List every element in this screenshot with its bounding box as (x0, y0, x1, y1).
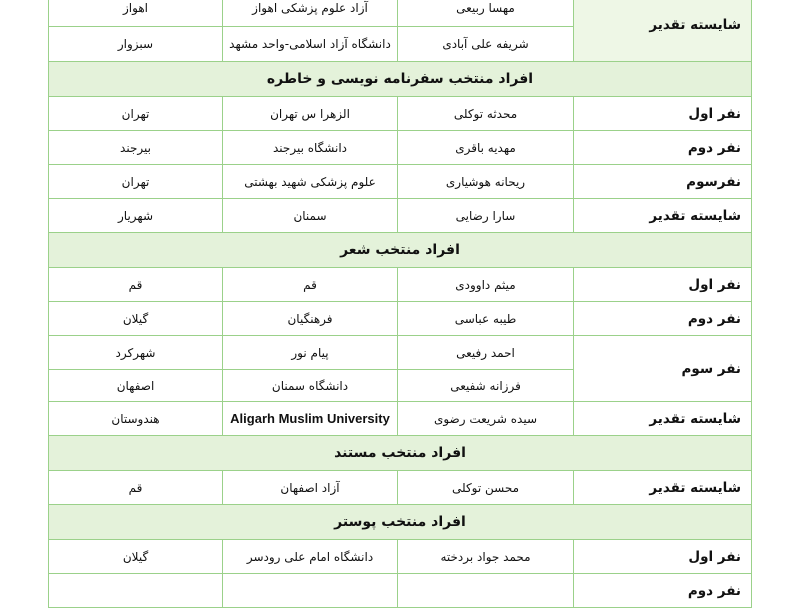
name-cell: احمد رفیعی (398, 336, 574, 370)
institution-cell: دانشگاه امام علی رودسر (223, 540, 398, 574)
section-title: افراد منتخب پوستر (49, 505, 752, 540)
name-cell: سارا رضایی (398, 199, 574, 233)
city-cell: تهران (49, 165, 223, 199)
section-title: افراد منتخب مستند (49, 436, 752, 471)
city-cell: شهریار (49, 199, 223, 233)
winners-table-body (49, 0, 752, 608)
city-cell: قم (49, 268, 223, 302)
rank-cell: نفر سوم (574, 336, 752, 402)
institution-cell: آزاد اصفهان (223, 471, 398, 505)
winners-table (48, 0, 752, 608)
rank-cell: نفر دوم (574, 302, 752, 336)
rank-cell: شایسته تقدیر (574, 0, 752, 62)
name-cell: سیده شریعت رضوی (398, 402, 574, 436)
name-cell: مهسا ربیعی (398, 0, 574, 27)
rank-cell: نفر دوم (574, 574, 752, 608)
table-row (49, 540, 752, 574)
institution-cell: علوم پزشکی شهید بهشتی (223, 165, 398, 199)
institution-cell: دانشگاه بیرجند (223, 131, 398, 165)
table-row (49, 131, 752, 165)
institution-latin-text: Aligarh Muslim University (230, 411, 390, 426)
rank-cell: شایسته تقدیر (574, 402, 752, 436)
institution-cell: آزاد علوم پزشکی اهواز (223, 0, 398, 27)
rank-cell: شایسته تقدیر (574, 199, 752, 233)
city-cell: گیلان (49, 540, 223, 574)
name-cell: شریفه علی آبادی (398, 27, 574, 62)
rank-cell: نفر دوم (574, 131, 752, 165)
rank-cell: نفر اول (574, 540, 752, 574)
city-cell: قم (49, 471, 223, 505)
table-row (49, 165, 752, 199)
city-cell: تهران (49, 97, 223, 131)
city-cell: شهرکرد (49, 336, 223, 370)
name-cell: طیبه عباسی (398, 302, 574, 336)
section-header-row (49, 233, 752, 268)
name-cell: مهدیه باقری (398, 131, 574, 165)
name-cell: محمد جواد بردخته (398, 540, 574, 574)
institution-cell: قم (223, 268, 398, 302)
table-row (49, 0, 752, 27)
section-title: افراد منتخب شعر (49, 233, 752, 268)
table-row (49, 268, 752, 302)
city-cell: بیرجند (49, 131, 223, 165)
name-cell: میثم داوودی (398, 268, 574, 302)
section-title: افراد منتخب سفرنامه نویسی و خاطره (49, 62, 752, 97)
city-cell (49, 574, 223, 608)
institution-cell: دانشگاه سمنان (223, 370, 398, 402)
rank-cell: نفرسوم (574, 165, 752, 199)
institution-cell (223, 574, 398, 608)
name-cell (398, 574, 574, 608)
institution-cell (223, 402, 398, 436)
city-cell: سبزوار (49, 27, 223, 62)
table-row (49, 199, 752, 233)
section-header-row (49, 436, 752, 471)
institution-cell: الزهرا س تهران (223, 97, 398, 131)
section-header-row (49, 505, 752, 540)
table-row (49, 336, 752, 370)
city-cell: اصفهان (49, 370, 223, 402)
institution-cell: پیام نور (223, 336, 398, 370)
table-row (49, 402, 752, 436)
name-cell: فرزانه شفیعی (398, 370, 574, 402)
table-row (49, 574, 752, 608)
institution-cell: دانشگاه آزاد اسلامی-واحد مشهد (223, 27, 398, 62)
table-row (49, 471, 752, 505)
institution-cell: فرهنگیان (223, 302, 398, 336)
rank-cell: نفر اول (574, 268, 752, 302)
city-cell: اهواز (49, 0, 223, 27)
name-cell: محسن توکلی (398, 471, 574, 505)
name-cell: ریحانه هوشیاری (398, 165, 574, 199)
rank-cell: نفر اول (574, 97, 752, 131)
institution-cell: سمنان (223, 199, 398, 233)
section-header-row (49, 62, 752, 97)
city-cell: هندوستان (49, 402, 223, 436)
table-row (49, 302, 752, 336)
table-row (49, 97, 752, 131)
name-cell: محدثه توکلی (398, 97, 574, 131)
rank-cell: شایسته تقدیر (574, 471, 752, 505)
city-cell: گیلان (49, 302, 223, 336)
